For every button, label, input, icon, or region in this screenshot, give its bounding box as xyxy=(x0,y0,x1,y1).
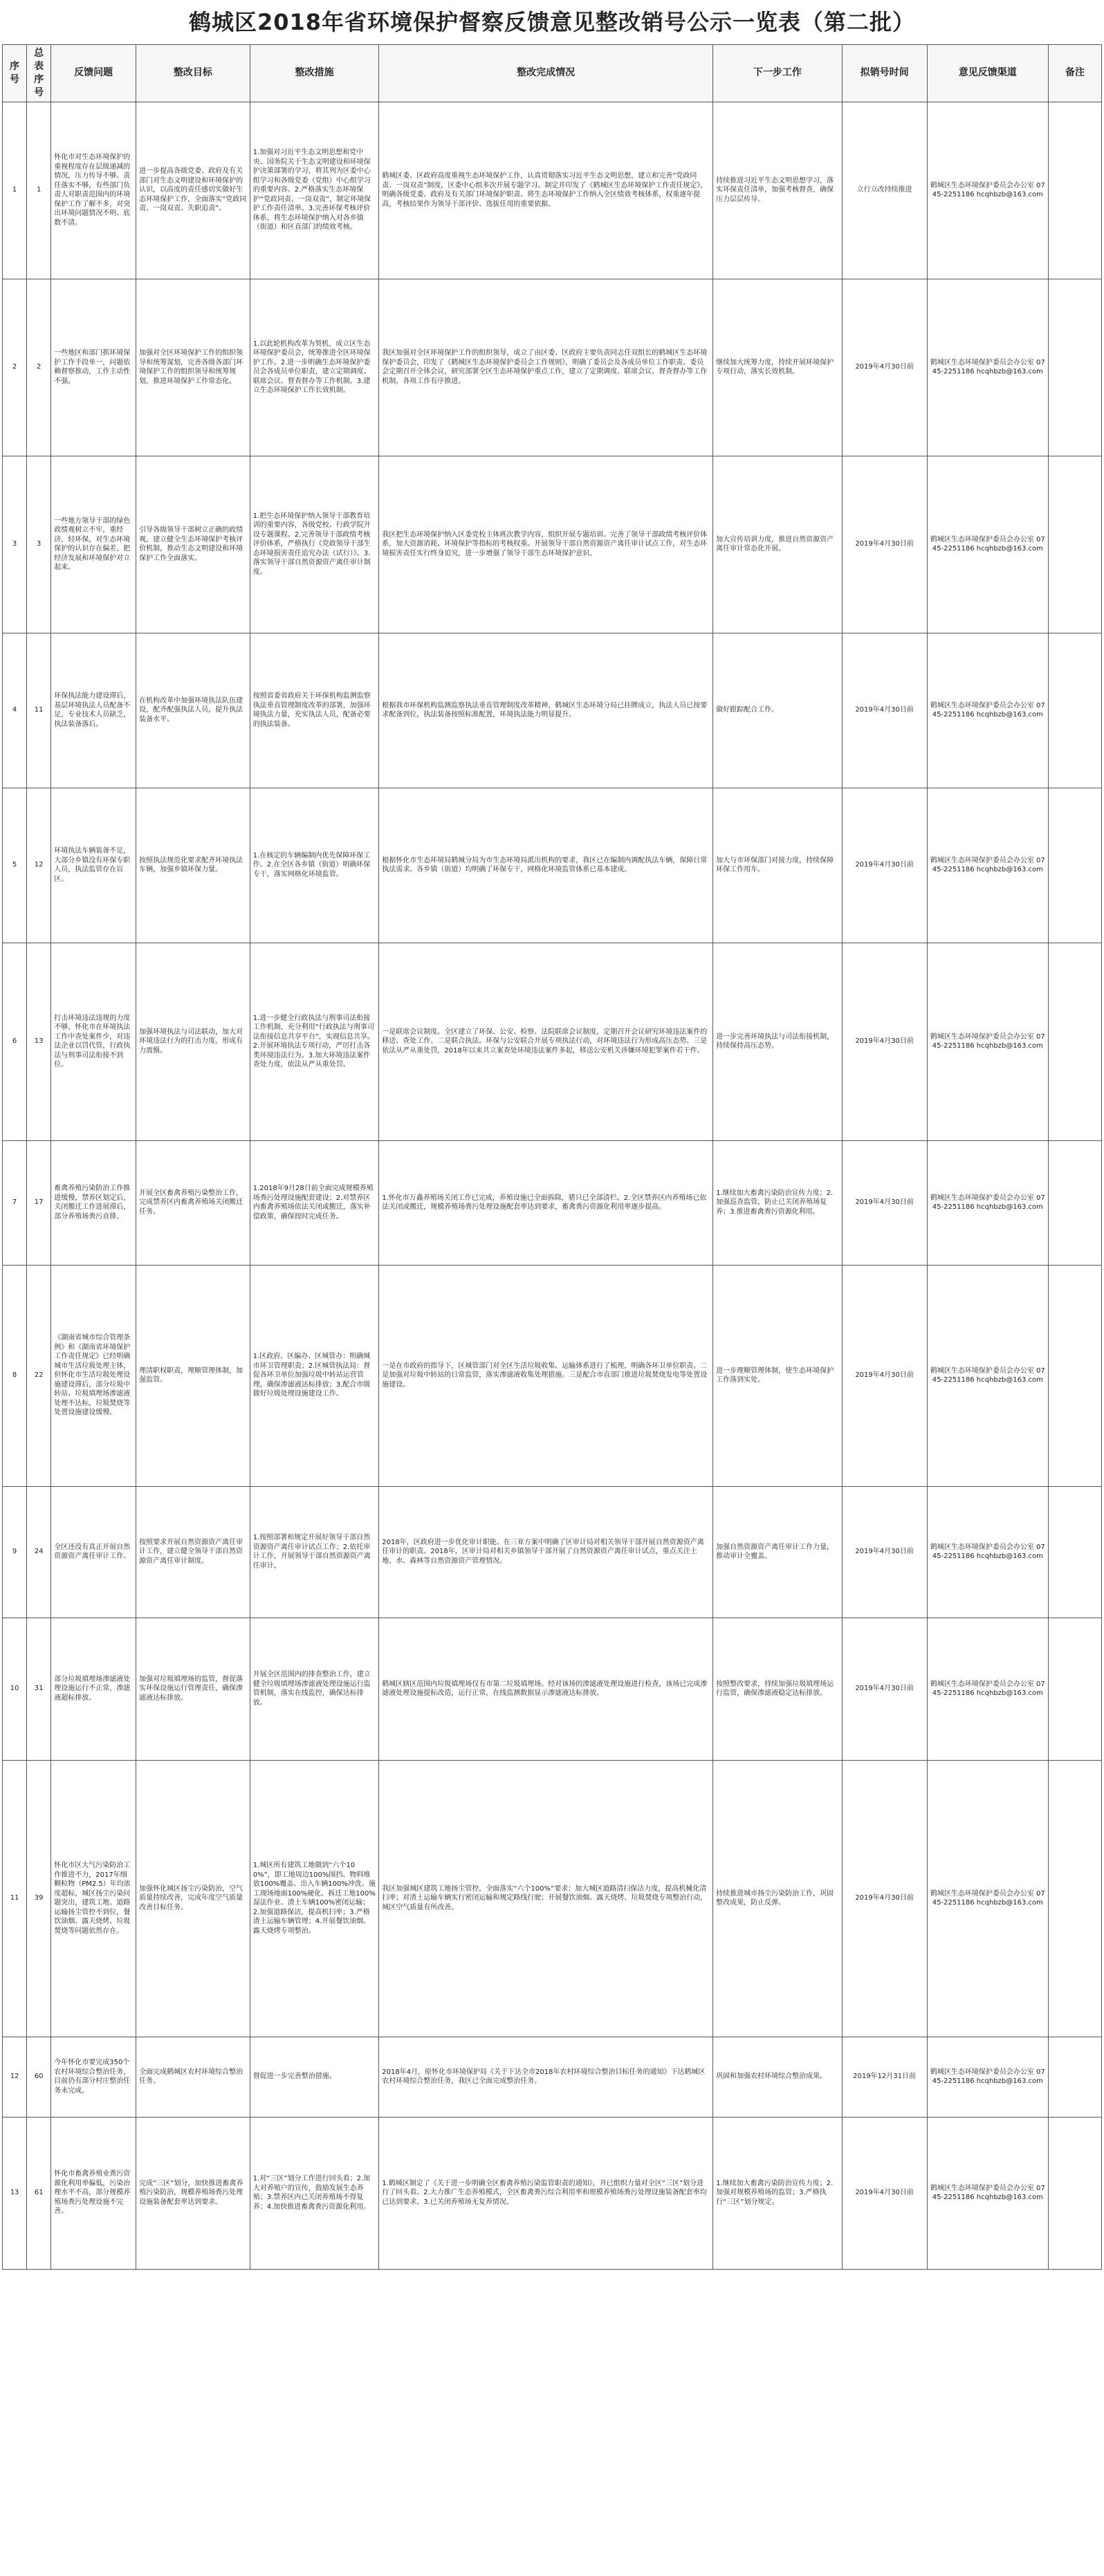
row-goal: 加强对垃圾填埋场的监管，督促落实环保设施运行管理责任，确保渗滤液达标排放。 xyxy=(136,1618,250,1760)
row-goal: 加强环境执法与司法联动，加大对环境违法行为的打击力度，形成有力震慑。 xyxy=(136,943,250,1140)
row-goal: 进一步提高各级党委、政府及有关部门对生态文明建设和环境保护的认识，以高度的责任感切实做好生态环境保护工作，全面落实“党政同责、一岗双责、失职追责”。 xyxy=(136,102,250,279)
row-feedback-channel: 鹤城区生态环境保护委员会办公室 0745-2251186 hcqhbzb@163.com xyxy=(927,1760,1049,2037)
table-row xyxy=(3,279,1102,456)
header-row xyxy=(3,45,1102,102)
row-status: 1.鹤城区制定了《关于进一步明确全区畜禽养殖污染监管职责的通知》，并已组织力量对全区“三区”划分进行了回头看。2.大力推广生态养殖模式，全区畜禽粪污综合利用率和规模养殖场粪污处理设施装备配套率均已达到要求。3.已关闭养殖场无复养情况。 xyxy=(379,2117,713,2269)
row-next-step: 加强自然资源资产离任审计工作力量，推动审计全覆盖。 xyxy=(713,1486,843,1618)
row-note xyxy=(1049,1140,1102,1265)
header-goal: 整改目标 xyxy=(136,45,250,102)
header-close-time: 拟销号时间 xyxy=(842,45,927,102)
row-close-time: 2019年4月30日前 xyxy=(842,456,927,633)
row-problem: 怀化市区大气污染防治工作推进不力，2017年细颗粒物（PM2.5）年均浓度超标，城区扬尘污染问题突出，建筑工地、道路运输扬尘管控不到位，餐饮油烟、露天烧烤、垃圾焚烧等问题依然存在。 xyxy=(51,1760,136,2037)
row-measures: 1.在核定的车辆编制内优先保障环保工作。2.在全区各乡镇（街道）明确环保专干，落实网格化环境监管。 xyxy=(250,788,379,943)
row-feedback-channel: 鹤城区生态环境保护委员会办公室 0745-2251186 hcqhbzb@163.com xyxy=(927,102,1049,279)
row-next-step: 加大与市环保部门对接力度，持续保障环保工作用车。 xyxy=(713,788,843,943)
row-seq: 10 xyxy=(3,1618,27,1760)
header-seq: 序号 xyxy=(3,45,27,102)
row-measures: 1.城区所有建筑工地做到“六个100%”，即工地周边100%围挡、物料堆放100%覆盖、出入车辆100%冲洗、施工现场地面100%硬化、拆迁工地100%湿法作业、渣土车辆100%密闭运输；2.加强道路保洁，提高机扫率；3.严格渣土运输车辆管理；4.开展餐饮油烟、露天烧烤专项整治。 xyxy=(250,1760,379,2037)
row-goal: 开展全区畜禽养殖污染整治工作，完成禁养区内畜禽养殖场关闭搬迁任务。 xyxy=(136,1140,250,1265)
row-close-time: 2019年4月30日前 xyxy=(842,1760,927,2037)
row-seq: 3 xyxy=(3,456,27,633)
row-goal: 在机构改革中加强环境执法队伍建设，配齐配强执法人员，提升执法装备水平。 xyxy=(136,633,250,788)
row-status: 我区加强城区建筑工地扬尘管控，全面落实“六个100%”要求；加大城区道路清扫保洁力度，提高机械化清扫率；对渣土运输车辆实行密闭运输和规定路线行驶；开展餐饮油烟、露天烧烤、垃圾焚烧专项整治行动，城区空气质量有所改善。 xyxy=(379,1760,713,2037)
row-status: 2018年，区政府进一步优化审计职能。在三亚方案中明确了区审计局对相关领导干部开展自然资源资产离任审计的职责。2018年，区审计局对相关乡镇领导干部开展了自然资源资产离任审计试点，重点关注土地、水、森林等自然资源资产管理情况。 xyxy=(379,1486,713,1618)
row-status: 鹤城区辖区范围内垃圾填埋场仅有市第二垃圾填埋场。经对该场的渗滤液处理设施进行检查，该场已完成渗滤液处理设施提标改造，运行正常，在线监测数据显示渗滤液达标排放。 xyxy=(379,1618,713,1760)
row-note xyxy=(1049,456,1102,633)
row-next-step: 做好跟踪配合工作。 xyxy=(713,633,843,788)
row-next-step: 进一步完善环境执法与司法衔接机制，持续保持高压态势。 xyxy=(713,943,843,1140)
row-goal: 加强怀化城区扬尘污染防治，空气质量持续改善，完成年度空气质量改善目标任务。 xyxy=(136,1760,250,2037)
header-status: 整改完成情况 xyxy=(379,45,713,102)
row-note xyxy=(1049,788,1102,943)
row-next-step: 进一步理顺管理体制，使生态环境保护工作落到实处。 xyxy=(713,1265,843,1486)
row-seq: 4 xyxy=(3,633,27,788)
row-feedback-channel: 鹤城区生态环境保护委员会办公室 0745-2251186 hcqhbzb@163.com xyxy=(927,279,1049,456)
row-close-time: 2019年4月30日前 xyxy=(842,633,927,788)
table-row xyxy=(3,1140,1102,1265)
row-goal: 理清职权职责，理顺管理体制，加强监管。 xyxy=(136,1265,250,1486)
row-note xyxy=(1049,1760,1102,2037)
row-feedback-channel: 鹤城区生态环境保护委员会办公室 0745-2251186 hcqhbzb@163.com xyxy=(927,633,1049,788)
row-seq: 9 xyxy=(3,1486,27,1618)
row-total-seq: 24 xyxy=(27,1486,51,1618)
rectification-table xyxy=(2,44,1102,2270)
table-row xyxy=(3,456,1102,633)
row-status: 我区把生态环境保护纳入区委党校主体班次教学内容，组织开展专题培训。完善了领导干部政绩考核评价体系，加大资源消耗、环境保护等指标的考核权重。开展领导干部自然资源资产离任审计试点工作，对生态环境损害责任实行终身追究，进一步增强了领导干部生态环境保护意识。 xyxy=(379,456,713,633)
header-total-seq: 总表序号 xyxy=(27,45,51,102)
row-feedback-channel: 鹤城区生态环境保护委员会办公室 0745-2251186 hcqhbzb@163.com xyxy=(927,943,1049,1140)
row-next-step: 持续推进习近平生态文明思想学习，落实环保责任清单，加强考核督查，确保压力层层传导。 xyxy=(713,102,843,279)
row-feedback-channel: 鹤城区生态环境保护委员会办公室 0745-2251186 hcqhbzb@163.com xyxy=(927,2037,1049,2117)
row-goal: 按照执法规范化要求配齐环境执法车辆，加强乡镇环保力量。 xyxy=(136,788,250,943)
row-close-time: 2019年4月30日前 xyxy=(842,943,927,1140)
row-problem: 全区还没有真正开展自然资源资产离任审计工作。 xyxy=(51,1486,136,1618)
row-total-seq: 3 xyxy=(27,456,51,633)
row-next-step: 持续推进城市扬尘污染防治工作，巩固整改成果，防止反弹。 xyxy=(713,1760,843,2037)
row-note xyxy=(1049,943,1102,1140)
row-close-time: 2019年4月30日前 xyxy=(842,788,927,943)
row-seq: 12 xyxy=(3,2037,27,2117)
row-feedback-channel: 鹤城区生态环境保护委员会办公室 0745-2251186 hcqhbzb@163.com xyxy=(927,456,1049,633)
row-close-time: 2019年4月30日前 xyxy=(842,1486,927,1618)
row-measures: 1.对“三区”划分工作进行回头看；2.加大对养殖户的宣传，鼓励发展生态养殖；3.禁养区内已关闭养殖场不得复养；4.加快推进畜禽粪污资源化利用。 xyxy=(250,2117,379,2269)
table-row xyxy=(3,788,1102,943)
header-problem: 反馈问题 xyxy=(51,45,136,102)
row-measures: 按照省委省政府关于环保机构监测监察执法垂直管理制度改革的部署，加强环境执法力量，充实执法人员，配备必要的执法装备。 xyxy=(250,633,379,788)
row-status: 根据怀化市生态环境局鹤城分局为市生态环境局派出机构的要求，我区已在编制内调配执法车辆，保障日常执法需求。各乡镇（街道）均明确了环保专干，网格化环境监管体系已基本建成。 xyxy=(379,788,713,943)
row-note xyxy=(1049,1618,1102,1760)
row-goal: 全面完成鹤城区农村环境综合整治任务。 xyxy=(136,2037,250,2117)
row-seq: 7 xyxy=(3,1140,27,1265)
row-status: 我区加强对全区环境保护工作的组织领导，成立了由区委、区政府主要负责同志任双组长的鹤城区生态环境保护委员会，印发了《鹤城区生态环境保护委员会工作规则》，明确了委员会及各成员单位工作职责。委员会定期召开全体会议，研究部署全区生态环境保护重点工作，建立了定期调度、联席会议、督查督办等工作机制，各项工作有序推进。 xyxy=(379,279,713,456)
row-note xyxy=(1049,102,1102,279)
row-seq: 1 xyxy=(3,102,27,279)
row-measures: 1.按照部署和规定开展好领导干部自然资源资产离任审计试点工作；2.依托审计工作，开展领导干部自然资源资产离任审计。 xyxy=(250,1486,379,1618)
header-measures: 整改措施 xyxy=(250,45,379,102)
row-note xyxy=(1049,1486,1102,1618)
row-total-seq: 1 xyxy=(27,102,51,279)
row-problem: 怀化市对生态环境保护的重视程度存在层级递减的情况，压力传导不够。责任落实不够，有些部门负责人对职责范围内的环境保护工作了解不多，对突出环境问题情况不明、底数不清。 xyxy=(51,102,136,279)
row-seq: 5 xyxy=(3,788,27,943)
header-note: 备注 xyxy=(1049,45,1102,102)
row-feedback-channel: 鹤城区生态环境保护委员会办公室 0745-2251186 hcqhbzb@163.com xyxy=(927,2117,1049,2269)
row-problem: 《湖南省城市综合管理条例》和《湖南省环境保护工作责任规定》已经明确城市生活垃圾处理主体，但怀化市生活垃圾处理设施建设滞后，部分垃圾中转站、垃圾填埋场渗滤液处理不达标，垃圾焚烧等处置设施建设缓慢。 xyxy=(51,1265,136,1486)
row-status: 鹤城区委、区政府高度重视生态环境保护工作，认真贯彻落实习近平生态文明思想，建立和完善“党政同责、一岗双责”制度，区委中心组多次开展专题学习。制定并印发了《鹤城区生态环境保护工作责任规定》，明确各级党委、政府及有关部门环境保护职责。将生态环境保护工作纳入全区绩效考核体系，权重逐年提高，考核结果作为领导干部评价、选拔任用的重要依据。 xyxy=(379,102,713,279)
row-seq: 6 xyxy=(3,943,27,1140)
row-next-step: 加大宣传培训力度，推进自然资源资产离任审计常态化开展。 xyxy=(713,456,843,633)
row-measures: 1.以此轮机构改革为契机，成立区生态环境保护委员会，统筹推进全区环境保护工作。2.进一步明确生态环境保护委员会各成员单位职责，建立定期调度、联席会议、督查督办等工作机制。3.建立生态环境保护工作长效机制。 xyxy=(250,279,379,456)
row-total-seq: 31 xyxy=(27,1618,51,1760)
row-status: 1.怀化市万鑫养殖场关闭工作已完成，养殖设施已全面拆除，猪只已全部清栏。2.全区禁养区内养殖场已依法关闭或搬迁，规模养殖场粪污处理设施配套率达到要求，畜禽粪污资源化利用率逐步提高。 xyxy=(379,1140,713,1265)
row-status: 根据我市环保机构监测监察执法垂直管理制度改革精神，鹤城区生态环境分局已挂牌成立，执法人员已按要求配备到位，执法装备按照标准配置，环境执法能力明显提升。 xyxy=(379,633,713,788)
row-next-step: 1.继续加大畜禽污染防治宣传力度；2.加强对规模养殖场的监管；3.严格执行“三区”划分规定。 xyxy=(713,2117,843,2269)
row-problem: 环境执法车辆装备不足，大部分乡镇没有环保专职人员，执法监管存在盲区。 xyxy=(51,788,136,943)
table-row xyxy=(3,633,1102,788)
row-measures: 开展全区范围内的排查整治工作，建立健全垃圾填埋场渗滤液处理设施运行监管机制，落实在线监控，确保达标排放。 xyxy=(250,1618,379,1760)
row-next-step: 按照整改要求，持续加强垃圾填埋场运行监管，确保渗滤液稳定达标排放。 xyxy=(713,1618,843,1760)
row-goal: 完成“三区”划分，加快推进畜禽养殖污染防治，规模养殖场粪污处理设施装备配套率达到要求。 xyxy=(136,2117,250,2269)
table-row xyxy=(3,1618,1102,1760)
row-goal: 引导各级领导干部树立正确的政绩观，建立健全生态环境保护考核评价机制，推动生态文明建设和环境保护工作全面落实。 xyxy=(136,456,250,633)
row-next-step: 巩固和加强农村环境综合整治成果。 xyxy=(713,2037,843,2117)
row-seq: 13 xyxy=(3,2117,27,2269)
row-seq: 8 xyxy=(3,1265,27,1486)
row-goal: 加强对全区环境保护工作的组织领导和统筹谋划，完善各级各部门环境保护工作的组织领导和统筹规划，推进环境保护工作常态化。 xyxy=(136,279,250,456)
row-total-seq: 13 xyxy=(27,943,51,1140)
row-next-step: 1.继续加大畜禽污染防治宣传力度；2.加强巡查监管，防止已关闭养殖场复养；3.推进畜禽粪污资源化利用。 xyxy=(713,1140,843,1265)
table-row xyxy=(3,1760,1102,2037)
row-measures: 1.把生态环境保护纳入领导干部教育培训的重要内容，各级党校、行政学院开设专题课程。2.完善领导干部政绩考核评价体系，严格执行《党政领导干部生态环境损害责任追究办法（试行）》。3.落实领导干部自然资源资产离任审计制度。 xyxy=(250,456,379,633)
header-feedback-channel: 意见反馈渠道 xyxy=(927,45,1049,102)
row-next-step: 继续加大统筹力度，持续开展环境保护专项行动，落实长效机制。 xyxy=(713,279,843,456)
row-problem: 环保执法能力建设滞后，基层环境执法人员配备不足，专业技术人员缺乏，执法装备落后。 xyxy=(51,633,136,788)
table-row xyxy=(3,102,1102,279)
row-note xyxy=(1049,1265,1102,1486)
row-goal: 按照要求开展自然资源资产离任审计工作，建立健全领导干部自然资源资产离任审计制度。 xyxy=(136,1486,250,1618)
row-total-seq: 60 xyxy=(27,2037,51,2117)
row-problem: 怀化市畜禽养殖业粪污资源化利用率偏低，污染治理水平不高，部分规模养殖场粪污处理设施不完善。 xyxy=(51,2117,136,2269)
row-problem: 今年怀化市要完成350个农村环境综合整治任务，目前仍有部分村庄整治任务未完成。 xyxy=(51,2037,136,2117)
row-problem: 一些地区和部门抓环境保护工作手段单一，问题依赖督察推动，工作主动性不强。 xyxy=(51,279,136,456)
row-feedback-channel: 鹤城区生态环境保护委员会办公室 0745-2251186 hcqhbzb@163.com xyxy=(927,1486,1049,1618)
row-problem: 畜禽养殖污染防治工作推进缓慢，禁养区划定后，关闭搬迁工作进展滞后，部分养殖场粪污直排。 xyxy=(51,1140,136,1265)
row-status: 一是联席会议制度。全区建立了环保、公安、检察、法院联席会议制度，定期召开会议研究环境违法案件的移送、查处工作。二是联合执法。环保与公安联合开展专项执法行动，对环境违法行为形成高压态势。三是依法从严从重处罚，2018年以来共立案查处环境违法案件多起，移送公安机关涉嫌环境犯罪案件若干件。 xyxy=(379,943,713,1140)
row-problem: 打击环境违法违规的力度不够，怀化市在环境执法工作中查处案件少，对违法企业以罚代管，行政执法与刑事司法衔接不到位。 xyxy=(51,943,136,1140)
row-feedback-channel: 鹤城区生态环境保护委员会办公室 0745-2251186 hcqhbzb@163.com xyxy=(927,788,1049,943)
row-measures: 1.进一步健全行政执法与刑事司法衔接工作机制，充分利用“行政执法与刑事司法衔接信息共享平台”，实现信息共享。2.开展环境执法专项行动，严厉打击各类环境违法行为。3.加大环境违法案件查处力度，依法从严从重处罚。 xyxy=(250,943,379,1140)
row-problem: 部分垃圾填埋场渗滤液处理设施运行不正常，渗滤液超标排放。 xyxy=(51,1618,136,1760)
row-close-time: 立行立改持续推进 xyxy=(842,102,927,279)
row-close-time: 2019年4月30日前 xyxy=(842,1265,927,1486)
page-title: 鹤城区2018年省环境保护督察反馈意见整改销号公示一览表（第二批） xyxy=(188,9,916,35)
row-total-seq: 12 xyxy=(27,788,51,943)
row-note xyxy=(1049,2037,1102,2117)
table-row xyxy=(3,943,1102,1140)
row-measures: 督促进一步完善整治措施。 xyxy=(250,2037,379,2117)
table-row xyxy=(3,1486,1102,1618)
row-measures: 1.2018年9月28日前全面完成规模养殖场粪污处理设施配套建设；2.对禁养区内畜禽养殖场依法关闭或搬迁，落实补偿政策，确保按时完成任务。 xyxy=(250,1140,379,1265)
row-close-time: 2019年4月30日前 xyxy=(842,1618,927,1760)
row-seq: 2 xyxy=(3,279,27,456)
row-total-seq: 61 xyxy=(27,2117,51,2269)
row-feedback-channel: 鹤城区生态环境保护委员会办公室 0745-2251186 hcqhbzb@163.com xyxy=(927,1140,1049,1265)
row-close-time: 2019年4月30日前 xyxy=(842,279,927,456)
row-measures: 1.区政府、区编办、区城管办：明确城市环卫管理职责；2.区城管执法局：督促各环卫单位加强垃圾中转站运营管理，确保渗滤液达标排放；3.配合市级做好垃圾处理设施建设工作。 xyxy=(250,1265,379,1486)
header-next-step: 下一步工作 xyxy=(713,45,843,102)
row-close-time: 2019年4月30日前 xyxy=(842,1140,927,1265)
row-note xyxy=(1049,633,1102,788)
table-row xyxy=(3,2117,1102,2269)
row-close-time: 2019年4月30日前 xyxy=(842,2117,927,2269)
row-note xyxy=(1049,2117,1102,2269)
row-note xyxy=(1049,279,1102,456)
row-problem: 一些地方领导干部的绿色政绩观树立不牢，重经济，轻环保，对生态环境保护的认识存在偏差，把经济发展和环境保护对立起来。 xyxy=(51,456,136,633)
row-total-seq: 22 xyxy=(27,1265,51,1486)
row-close-time: 2019年12月31日前 xyxy=(842,2037,927,2117)
row-total-seq: 2 xyxy=(27,279,51,456)
row-feedback-channel: 鹤城区生态环境保护委员会办公室 0745-2251186 hcqhbzb@163.com xyxy=(927,1618,1049,1760)
row-total-seq: 39 xyxy=(27,1760,51,2037)
row-status: 一是在市政府的指导下，区城管部门对全区生活垃圾收集、运输体系进行了梳理，明确各环卫单位职责。二是加强对垃圾中转站的日常监管，落实渗滤液收集处理措施。三是配合市直部门推进垃圾焚烧发电等处置设施建设。 xyxy=(379,1265,713,1486)
table-row xyxy=(3,2037,1102,2117)
row-measures: 1.加强对习近平生态文明思想和党中央、国务院关于生态文明建设和环境保护决策部署的学习，将其列为区委中心组学习和各级党委（党组）中心组学习的重要内容。2.严格落实生态环境保护“党政同责、一岗双责”，制定环境保护工作责任清单。3.完善环保考核评价体系，将生态环境保护纳入对各乡镇（街道）和区直部门的绩效考核。 xyxy=(250,102,379,279)
row-seq: 11 xyxy=(3,1760,27,2037)
row-total-seq: 11 xyxy=(27,633,51,788)
row-status: 2018年4月，原怀化市环境保护局《关于下达全市2018年农村环境综合整治目标任务的通知》下达鹤城区农村环境综合整治任务，我区已全面完成整治任务。 xyxy=(379,2037,713,2117)
table-row xyxy=(3,1265,1102,1486)
row-total-seq: 17 xyxy=(27,1140,51,1265)
row-feedback-channel: 鹤城区生态环境保护委员会办公室 0745-2251186 hcqhbzb@163.com xyxy=(927,1265,1049,1486)
